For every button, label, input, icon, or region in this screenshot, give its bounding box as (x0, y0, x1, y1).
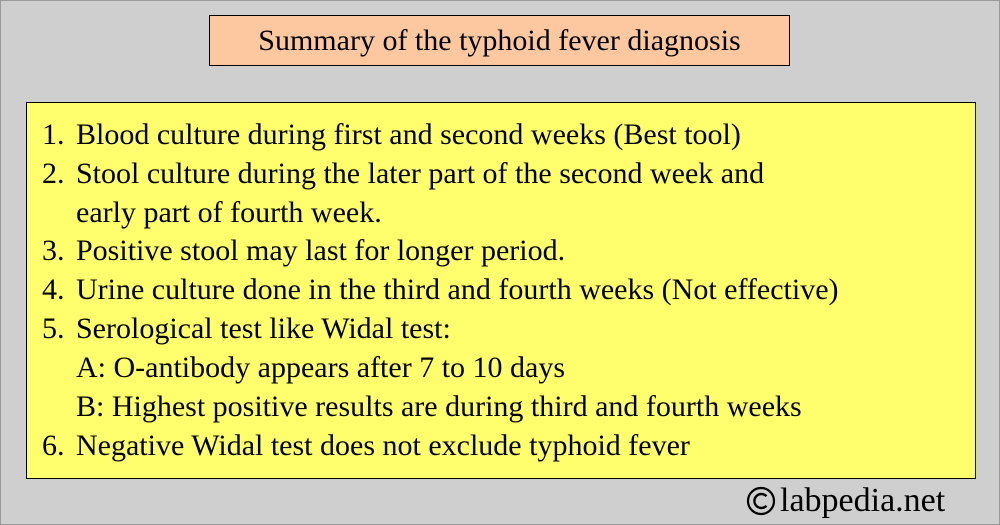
page-title: Summary of the typhoid fever diagnosis (258, 23, 741, 57)
item-text: Blood culture during first and second weeks (Best tool) (76, 118, 741, 151)
item-text: A: O-antibody appears after 7 to 10 days (76, 351, 566, 384)
content-box (26, 102, 976, 479)
item-number: 1. (42, 118, 65, 151)
title-box (209, 15, 790, 66)
item-text: Serological test like Widal test: (76, 312, 451, 345)
watermark (746, 480, 945, 522)
item-text: Urine culture done in the third and fourth weeks (Not effective) (76, 273, 839, 306)
watermark-text: labpedia.net (780, 482, 946, 519)
item-text: Negative Widal test does not exclude typhoid fever (76, 429, 690, 462)
copyright-icon (746, 486, 776, 516)
item-text: Stool culture during the later part of the second week and (76, 157, 765, 190)
item-text: B: Highest positive results are during third and fourth weeks (76, 390, 802, 423)
item-text: early part of fourth week. (76, 196, 382, 229)
item-number: 2. (42, 157, 65, 190)
item-number: 4. (42, 273, 65, 306)
item-number: 3. (42, 234, 65, 267)
item-number: 6. (42, 429, 65, 462)
item-text: Positive stool may last for longer period. (76, 234, 566, 267)
item-number: 5. (42, 312, 65, 345)
